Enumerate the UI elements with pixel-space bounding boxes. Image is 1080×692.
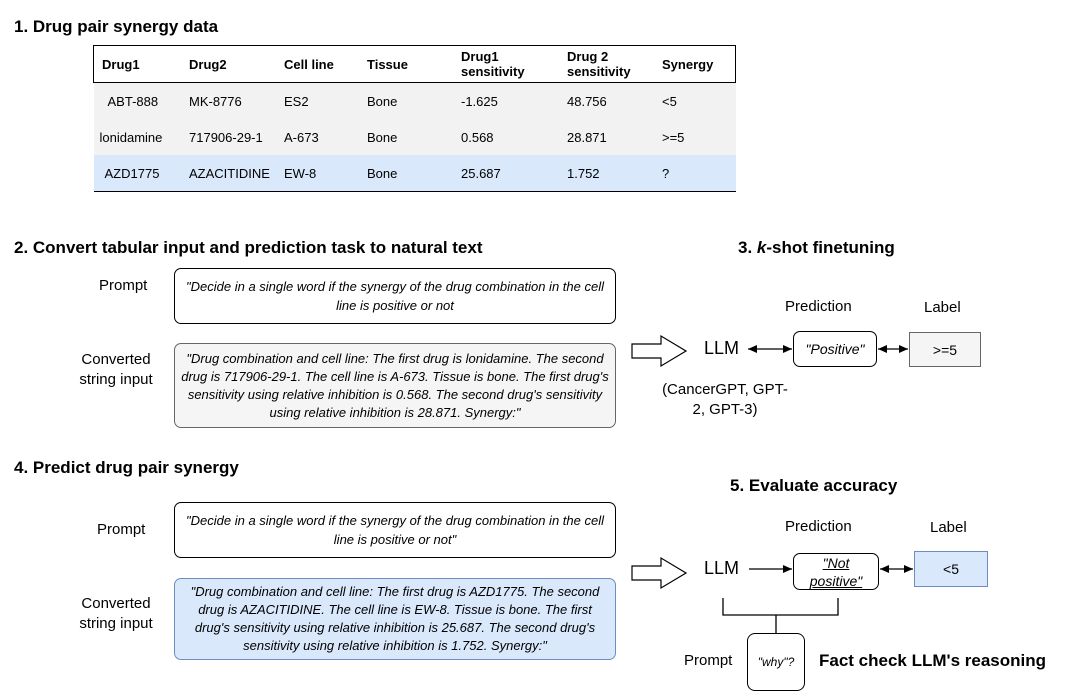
table-cell: ES2: [284, 93, 309, 109]
section-3-k: k: [756, 238, 767, 257]
table-cell: -1.625: [461, 93, 498, 109]
step5-llm: LLM: [704, 558, 740, 578]
step5-prediction-header: Prediction: [785, 518, 852, 535]
table-cell: >=5: [662, 129, 685, 145]
table-cell: MK-8776: [189, 93, 242, 109]
step3-models: (CancerGPT, GPT-2, GPT-3): [662, 381, 788, 418]
step4-converted-text: "Drug combination and cell line: The first drug is AZD1775. The second drug is AZACITIDINE. The cell line is EW-8. Tissue is bone. The first drug's sensitivity using relative inhibition is 25.687. The second drug's sensitivity using relative inhibition is 1.752. Synergy:": [190, 584, 600, 653]
step4-prompt-label: Prompt: [97, 521, 146, 538]
step3-prediction-header: Prediction: [785, 298, 852, 315]
section-4-heading: 4. Predict drug pair synergy: [14, 458, 239, 477]
step5-prediction-text: "Not positive": [809, 554, 863, 589]
step2-prompt-label: Prompt: [99, 277, 148, 294]
block-arrow-step5: [632, 558, 686, 588]
table-cell: 717906-29-1: [189, 129, 263, 145]
reasoning-bracket: [723, 598, 838, 633]
section-3-suffix: -shot finetuning: [766, 238, 895, 257]
step3-label-text: >=5: [932, 341, 958, 358]
section-3-prefix: 3.: [738, 238, 757, 257]
table-cell: AZD1775: [104, 165, 160, 181]
col-header-drug1: Drug1: [102, 56, 140, 72]
col-header-drug1-sensitivity: Drug1 sensitivity: [461, 49, 525, 79]
table-cell: 0.568: [461, 129, 494, 145]
col-header-synergy: Synergy: [662, 56, 714, 72]
step4-converted-label: Converted string input: [79, 595, 153, 632]
table-cell: lonidamine: [99, 129, 163, 145]
step3-label-header: Label: [924, 299, 961, 316]
table-cell: Bone: [367, 93, 398, 109]
section-5-heading: 5. Evaluate accuracy: [730, 476, 898, 495]
step2-converted-text: "Drug combination and cell line: The first drug is lonidamine. The second drug is 717906-29-1. The cell line is A-673. Tissue is bone. The first drug's sensitivity using relative inhibition is 0.568. The second drug's sensitivity using relative inhibition is 28.871. Synergy:": [181, 350, 609, 420]
step3-llm: LLM: [704, 338, 740, 358]
step2-converted-label: Converted string input: [79, 351, 153, 388]
table-cell: 48.756: [567, 93, 607, 109]
table-cell: ABT-888: [107, 93, 159, 109]
table-cell: <5: [662, 93, 677, 109]
col-header-cell-line: Cell line: [284, 56, 334, 72]
section-2-heading: 2. Convert tabular input and prediction task to natural text: [14, 238, 483, 257]
table-cell: 28.871: [567, 129, 607, 145]
table-cell: AZACITIDINE: [189, 165, 270, 181]
table-cell: 25.687: [461, 165, 501, 181]
step2-prompt-text: "Decide in a single word if the synergy of the drug combination in the cell line is positive or not: [186, 279, 604, 313]
col-header-drug2: Drug2: [189, 56, 227, 72]
table-cell: ?: [662, 165, 670, 181]
step5-why-text: "why"?: [757, 655, 795, 669]
table-cell: Bone: [367, 165, 398, 181]
section-1-heading: 1. Drug pair synergy data: [14, 17, 219, 36]
step4-prompt-text: "Decide in a single word if the synergy of the drug combination in the cell line is positive or not": [186, 513, 604, 547]
step5-fact-check: Fact check LLM's reasoning: [819, 651, 1046, 670]
step5-prompt-label: Prompt: [684, 652, 733, 669]
step3-prediction-text: "Positive": [805, 341, 865, 357]
table-cell: Bone: [367, 129, 398, 145]
col-header-drug2-sensitivity: Drug 2 sensitivity: [567, 49, 631, 79]
col-header-tissue: Tissue: [367, 56, 408, 72]
table-cell: A-673: [284, 129, 319, 145]
table-cell: 1.752: [567, 165, 600, 181]
table-cell: EW-8: [284, 165, 317, 181]
step5-label-text: <5: [943, 561, 959, 577]
block-arrow-step3: [632, 336, 686, 366]
step5-label-header: Label: [930, 519, 967, 536]
